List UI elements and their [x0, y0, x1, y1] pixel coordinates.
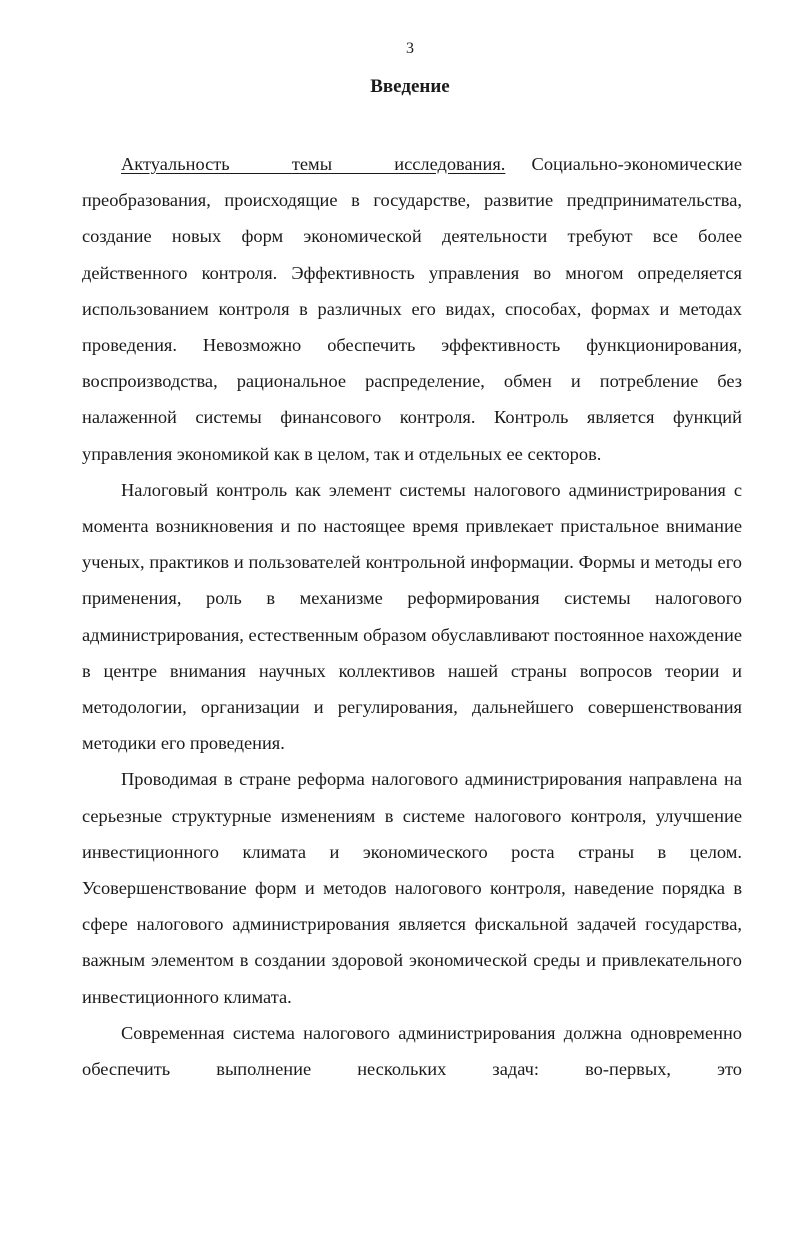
paragraph-reform	[82, 761, 742, 1014]
body-text	[82, 146, 742, 1087]
paragraph-text: Социально-экономические преобразования, происходящие в государстве, развитие предпринимательства, создание новых форм экономической деятельности требуют все более действенного контроля. Эффективность управления во многом определяется использованием контроля в различных его видах, способах, формах и методах проведения. Невозможно обеспечить эффективность функционирования, воспроизводства, рациональное распределение, обмен и потребление без налаженной системы финансового контроля. Контроль является функций управления экономикой как в целом, так и отдельных ее секторов.	[82, 154, 742, 464]
paragraph-text: Проводимая в стране реформа налогового администрирования направлена на серьезные структурные изменениям в системе налогового контроля, улучшение инвестиционного климата и экономического роста страны в целом. Усовершенствование форм и методов налогового контроля, наведение порядка в сфере налогового администрирования является фискальной задачей государства, важным элементом в создании здоровой экономической среды и привлекательного инвестиционного климата.	[82, 769, 742, 1007]
paragraph-modern-system	[82, 1015, 742, 1087]
relevance-lead: Актуальность темы исследования.	[121, 154, 506, 174]
paragraph-text: Современная система налогового администрирования должна одновременно обеспечить выполнение нескольких задач: во-первых, это	[82, 1022, 742, 1080]
paragraph-tax-control	[82, 472, 742, 762]
paragraph-text: Налоговый контроль как элемент системы налогового администрирования с момента возникновения и по настоящее время привлекает пристальное внимание ученых, практиков и пользователей контрольной информации. Формы и методы его применения, роль в механизме реформирования системы налогового администрирования, естественным образом обуславливают постоянное нахождение в центре внимания научных коллективов нашей страны вопросов теории и методологии, организации и регулирования, дальнейшего совершенствования методики его проведения.	[82, 479, 742, 754]
paragraph-relevance	[82, 146, 742, 472]
page-number: 3	[406, 40, 414, 57]
section-heading: Введение	[370, 76, 450, 97]
